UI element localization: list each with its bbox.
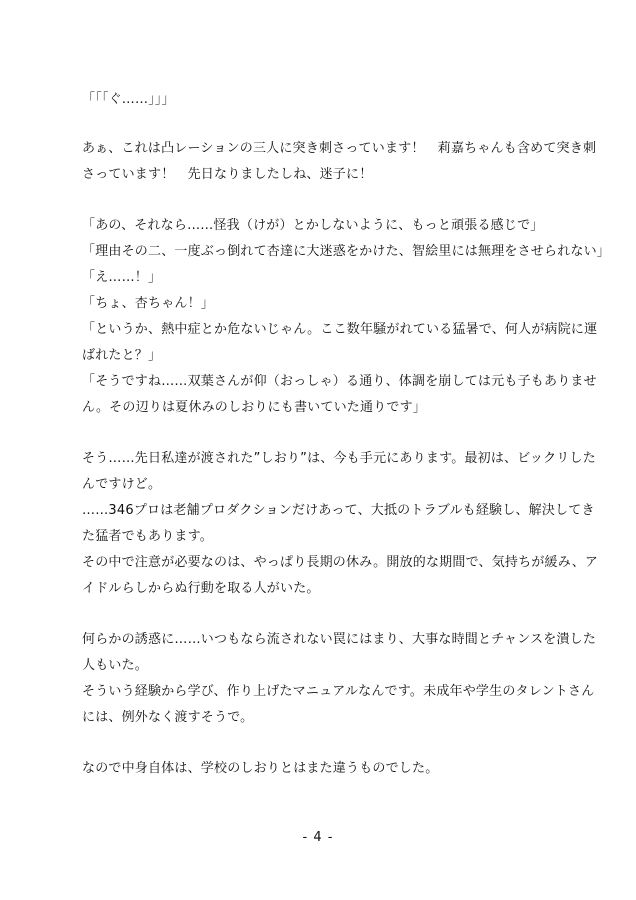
text-line: 「理由その二、一度ぶっ倒れて杏達に大迷惑をかけた、智絵里には無理をさせられない」 (82, 244, 611, 259)
text-line: そういう経験から学び、作り上げたマニュアルなんです。未成年や学生のタレントさん (82, 684, 595, 699)
text-line: ん。その辺りは夏休みのしおりにも書いていた通りです」 (82, 400, 426, 415)
text-line: ばれたと？」 (82, 348, 162, 363)
text-line: あぁ、これは凸レーションの三人に突き刺さっています！ 莉嘉ちゃんも含めて突き刺 (82, 141, 597, 156)
text-line: んですけど。 (82, 477, 162, 492)
text-line: そう……先日私達が渡された”しおり”は、今も手元にあります。最初は、ビックリした (82, 451, 596, 466)
text-line: なので中身自体は、学校のしおりとはまた違うものでした。 (82, 761, 439, 776)
text-line: その中で注意が必要なのは、やっぱり長期の休み。開放的な期間で、気持ちが緩み、ア (82, 555, 599, 570)
text-line: には、例外なく渡すそうで。 (82, 710, 254, 725)
text-line: た猛者でもあります。 (82, 529, 213, 544)
text-line: 「というか、熱中症とか危ないじゃん。ここ数年騒がれている猛暑で、何人が病院に運 (82, 322, 598, 337)
text-line: 「え……！」 (82, 270, 162, 285)
text-line: ……346プロは老舗プロダクションだけあって、大抵のトラブルも経験し、解決してき (82, 503, 595, 518)
text-line: 「あの、それなら……怪我（けが）とかしないように、もっと頑張る感じで」 (82, 218, 544, 233)
text-line: 何らかの誘惑に……いつもなら流されない罠にはまり、大事な時間とチャンスを潰した (82, 632, 597, 647)
text-line: 人もいた。 (82, 658, 149, 673)
text-line: イドルらしからぬ行動を取る人がいた。 (82, 581, 320, 596)
text-line: 「「「ぐ……」」」 (82, 92, 175, 107)
page-number: - 4 - (302, 830, 334, 845)
text-line: 「ちょ、杏ちゃん！」 (82, 296, 215, 311)
text-line: さっています！ 先日なりましたしね、迷子に！ (82, 167, 373, 182)
text-line: 「そうですね……双葉さんが仰（おっしゃ）る通り、体調を崩しては元も子もありませ (82, 374, 597, 389)
